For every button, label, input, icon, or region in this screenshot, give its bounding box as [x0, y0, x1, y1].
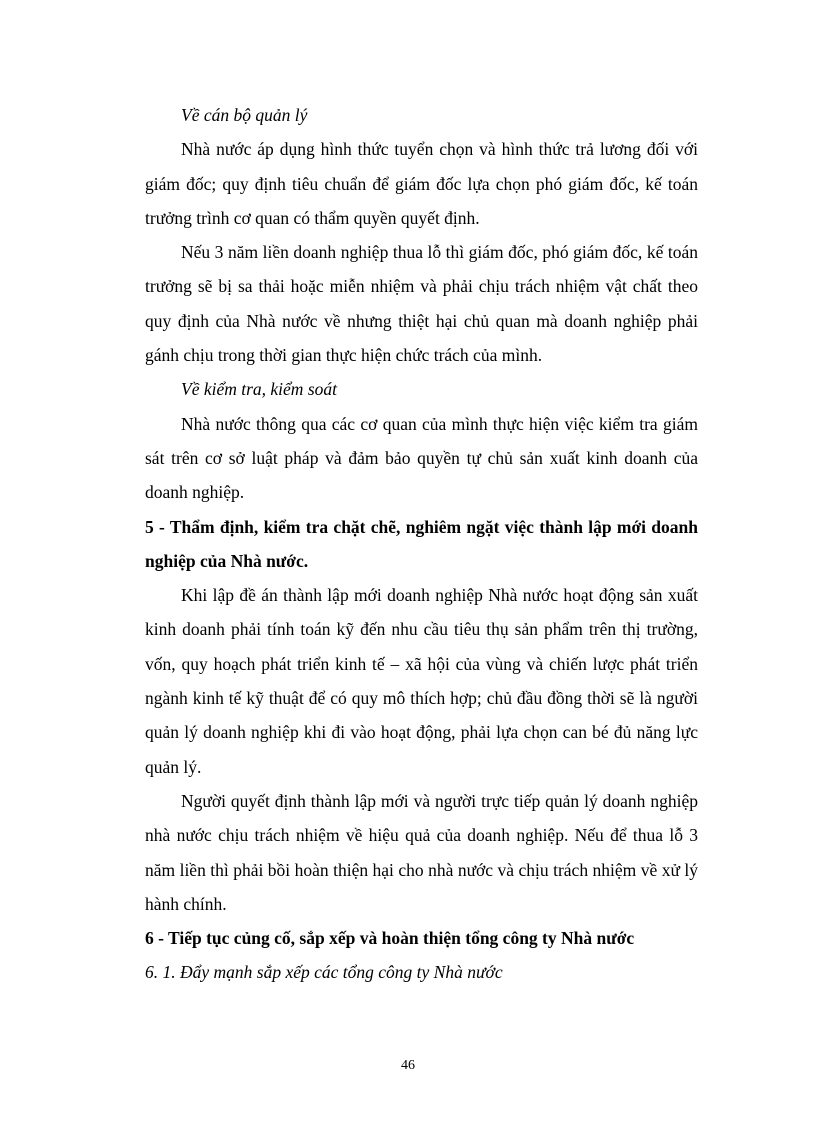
paragraph-new-enterprise-proposal: Khi lập đề án thành lập mới doanh nghiệp Nhà nước hoạt động sản xuất kinh doanh phải tính toán kỹ đến nhu cầu tiêu thụ sản phẩm trên thị trường, vốn, quy hoạch phát triển kinh tế – xã hội của vùng và chiến lược phát triển ngành kinh tế kỹ thuật để có quy mô thích hợp; chủ đầu đồng thời sẽ là người quản lý doanh nghiệp khi đi vào hoạt động, phải lựa chọn can bé đủ năng lực quản lý. [145, 585, 698, 777]
subsection-heading-6-1: 6. 1. Đẩy mạnh sắp xếp các tổng công ty Nhà nước [145, 962, 503, 983]
paragraph-losses-responsibility: Nếu 3 năm liền doanh nghiệp thua lỗ thì giám đốc, phó giám đốc, kế toán trưởng sẽ bị sa thải hoặc miễn nhiệm và phải chịu trách nhiệm vật chất theo quy định của Nhà nước về nhưng thiệt hại chủ quan mà doanh nghiệp phải gánh chịu trong thời gian thực hiện chức trách của mình. [145, 242, 698, 366]
paragraph-inspection: Nhà nước thông qua các cơ quan của mình thực hiện việc kiểm tra giám sát trên cơ sở luật pháp và đảm bảo quyền tự chủ sản xuất kinh doanh của doanh nghiệp. [145, 413, 698, 503]
page-number: 46 [401, 1058, 415, 1073]
document-body [145, 98, 698, 990]
section-heading-5: 5 - Thẩm định, kiểm tra chặt chẽ, nghiêm ngặt việc thành lập mới doanh nghiệp của Nhà nước. [145, 516, 698, 571]
subsection-title-management-staff: Về cán bộ quản lý [181, 105, 308, 125]
paragraph-recruitment: Nhà nước áp dụng hình thức tuyển chọn và hình thức trả lương đối với giám đốc; quy định tiêu chuẩn để giám đốc lựa chọn phó giám đốc, kế toán trưởng trình cơ quan có thẩm quyền quyết định. [145, 139, 698, 228]
section-heading-6: 6 - Tiếp tục củng cố, sắp xếp và hoàn thiện tổng công ty Nhà nước [145, 928, 635, 949]
subsection-title-inspection: Về kiểm tra, kiểm soát [181, 379, 337, 400]
paragraph-decision-maker-responsibility: Người quyết định thành lập mới và người trực tiếp quản lý doanh nghiệp nhà nước chịu trách nhiệm về hiệu quả của doanh nghiệp. Nếu để thua lỗ 3 năm liền thì phải bồi hoàn thiện hại cho nhà nước và chịu trách nhiệm về xử lý hành chính. [145, 790, 698, 914]
